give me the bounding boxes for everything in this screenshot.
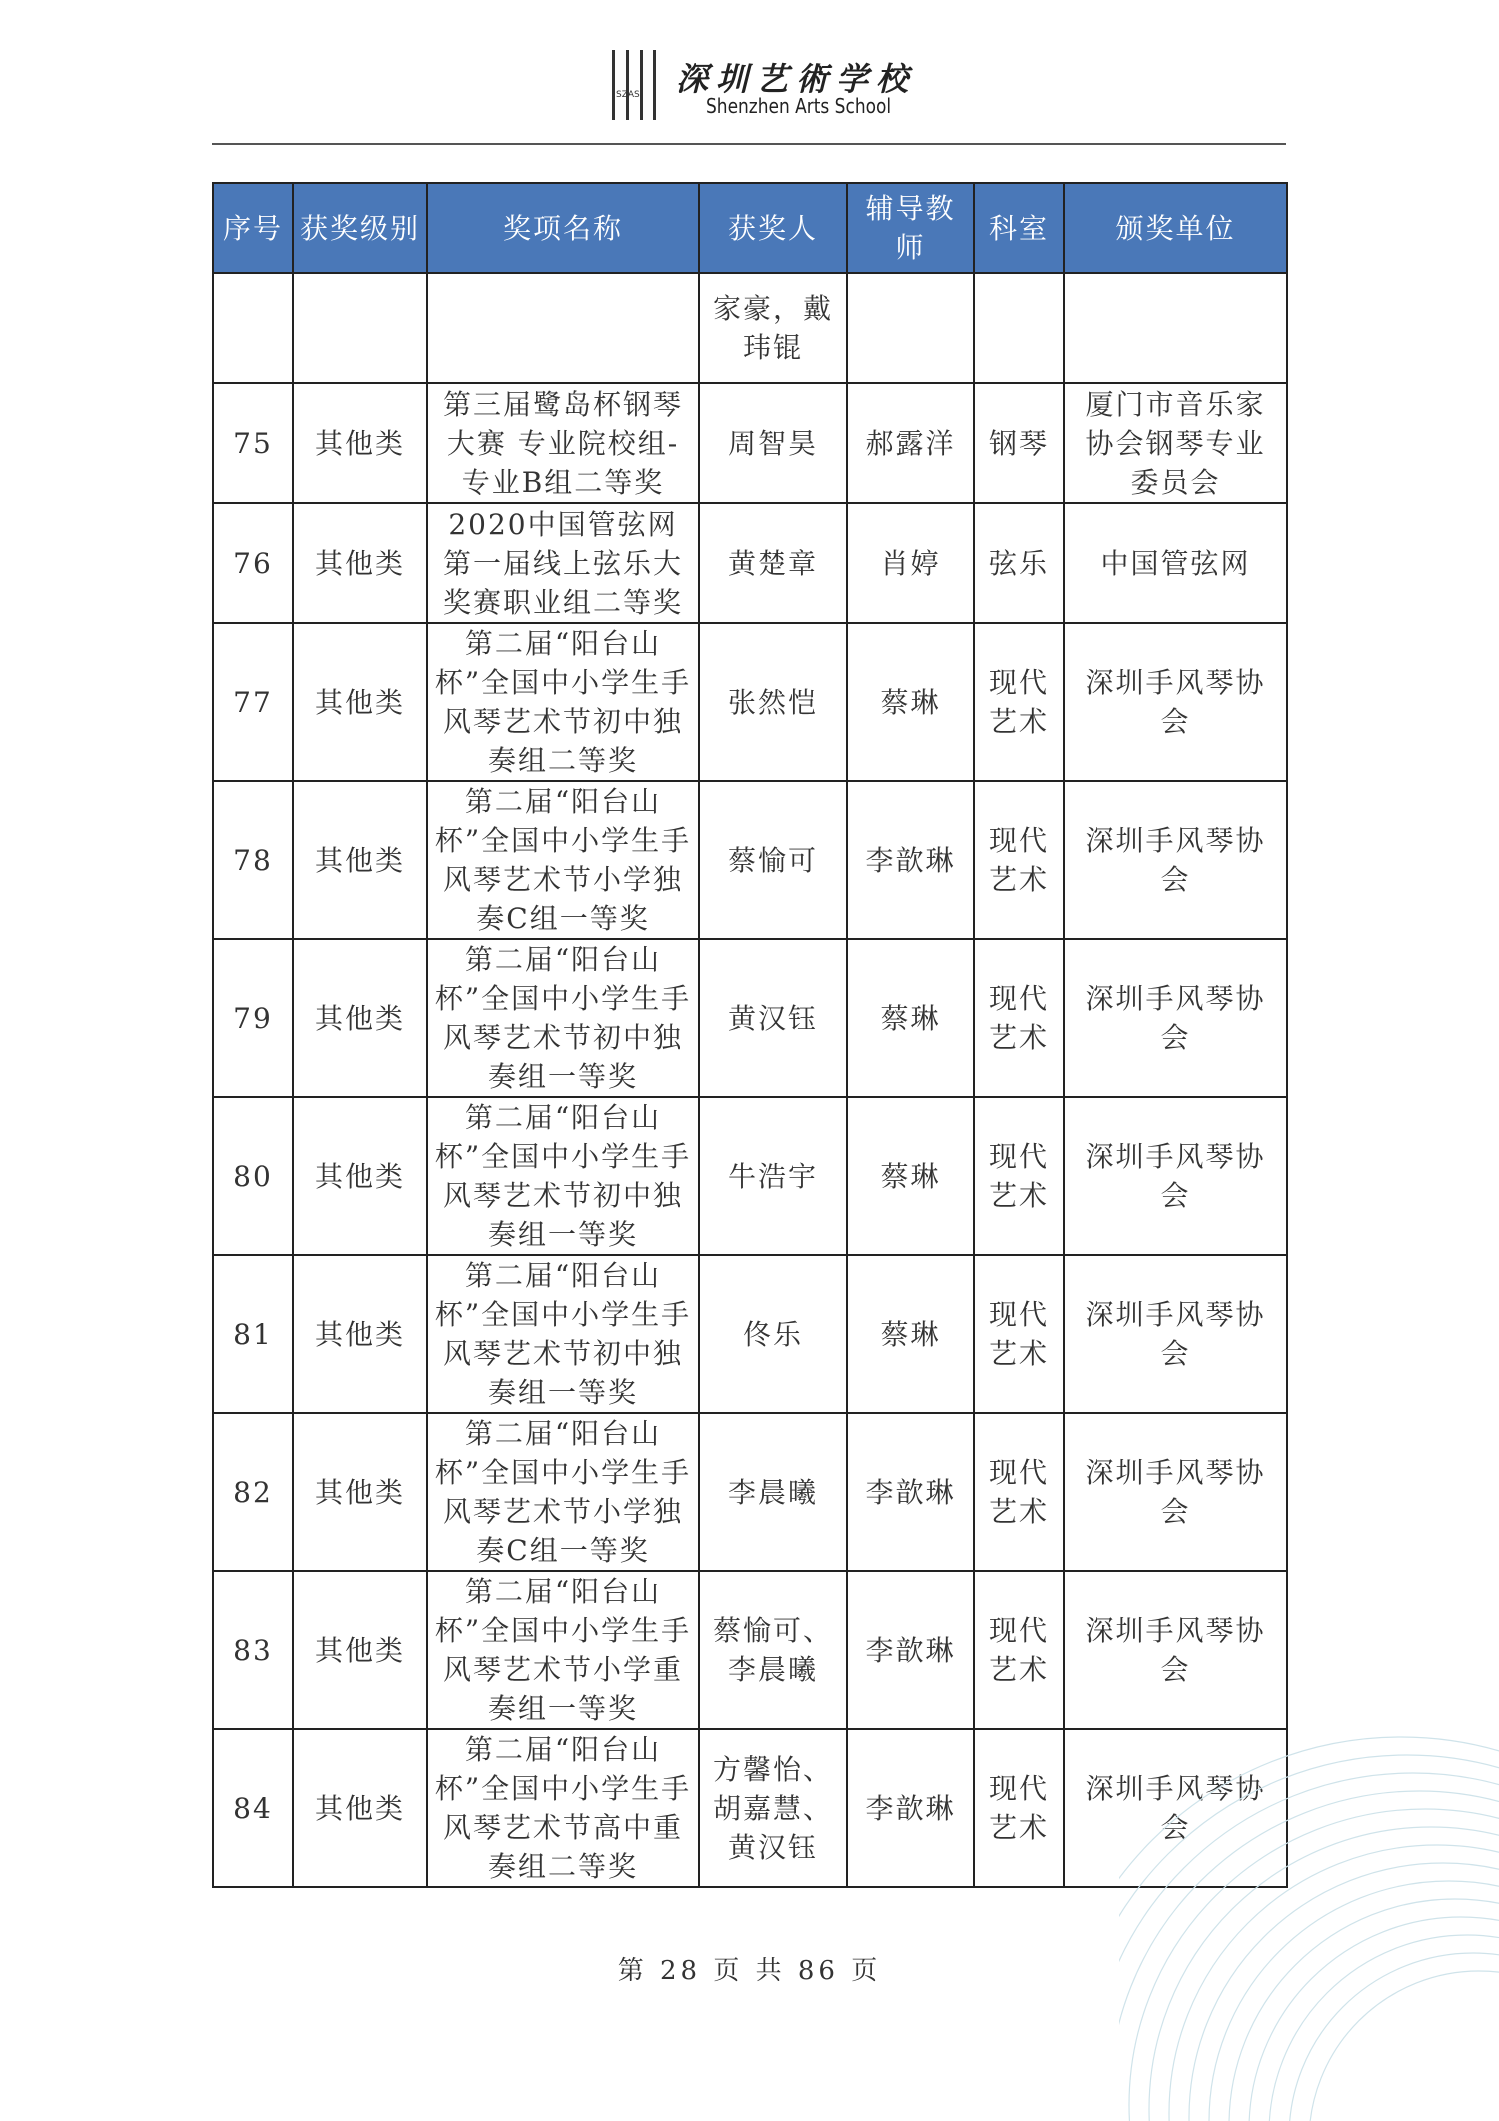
decorative-ring xyxy=(1189,1863,1499,2121)
page-number: 第 28 页 共 86 页 xyxy=(617,1956,882,1986)
cell-department xyxy=(974,273,1064,383)
cell-row-number: 83 xyxy=(213,1571,293,1729)
school-name-en: Shenzhen Arts School xyxy=(706,94,892,118)
cell-issuer: 深圳手风琴协会 xyxy=(1064,1413,1287,1571)
cell-row-number: 81 xyxy=(213,1255,293,1413)
cell-award-level xyxy=(293,273,427,383)
cell-teacher: 蔡琳 xyxy=(847,1255,974,1413)
cell-award-level: 其他类 xyxy=(293,1413,427,1571)
awards-table xyxy=(212,182,1288,1888)
cell-teacher: 郝露洋 xyxy=(847,383,974,503)
cell-award-name: 第二届“阳台山杯”全国中小学生手风琴艺术节初中独奏组一等奖 xyxy=(427,1097,699,1255)
cell-award-level: 其他类 xyxy=(293,1571,427,1729)
cell-award-name: 第三届鹭岛杯钢琴大赛 专业院校组-专业B组二等奖 xyxy=(427,383,699,503)
cell-award-level: 其他类 xyxy=(293,383,427,503)
cell-department: 现代艺术 xyxy=(974,623,1064,781)
cell-award-level: 其他类 xyxy=(293,503,427,623)
cell-row-number: 80 xyxy=(213,1097,293,1255)
cell-row-number: 77 xyxy=(213,623,293,781)
cell-award-level: 其他类 xyxy=(293,623,427,781)
col-header-number: 序号 xyxy=(213,183,293,273)
cell-row-number: 78 xyxy=(213,781,293,939)
cell-department: 现代艺术 xyxy=(974,1413,1064,1571)
cell-issuer: 深圳手风琴协会 xyxy=(1064,1255,1287,1413)
cell-row-number: 75 xyxy=(213,383,293,503)
cell-issuer: 中国管弦网 xyxy=(1064,503,1287,623)
cell-teacher: 李歆琳 xyxy=(847,1413,974,1571)
school-name-cn: 深圳艺術学校 xyxy=(676,60,917,98)
cell-issuer xyxy=(1064,273,1287,383)
cell-department: 现代艺术 xyxy=(974,1255,1064,1413)
school-logo-icon xyxy=(612,50,656,120)
cell-row-number xyxy=(213,273,293,383)
cell-department: 钢琴 xyxy=(974,383,1064,503)
decorative-ring xyxy=(1249,1917,1499,2121)
col-header-winner: 获奖人 xyxy=(699,183,847,273)
cell-teacher: 肖婷 xyxy=(847,503,974,623)
table-row xyxy=(213,623,1287,781)
decorative-ring xyxy=(1119,1773,1499,2121)
cell-award-level: 其他类 xyxy=(293,939,427,1097)
cell-winner: 佟乐 xyxy=(699,1255,847,1413)
cell-department: 现代艺术 xyxy=(974,1729,1064,1887)
cell-department: 现代艺术 xyxy=(974,1571,1064,1729)
col-header-dept: 科室 xyxy=(974,183,1064,273)
decorative-ring xyxy=(1119,1737,1499,2121)
cell-department: 现代艺术 xyxy=(974,781,1064,939)
page-header xyxy=(0,40,1499,132)
cell-teacher: 蔡琳 xyxy=(847,1097,974,1255)
cell-winner: 蔡愉可 xyxy=(699,781,847,939)
col-header-level: 获奖级别 xyxy=(293,183,427,273)
cell-winner: 张然恺 xyxy=(699,623,847,781)
cell-winner: 牛浩宇 xyxy=(699,1097,847,1255)
cell-row-number: 76 xyxy=(213,503,293,623)
cell-winner: 黄汉钰 xyxy=(699,939,847,1097)
cell-row-number: 82 xyxy=(213,1413,293,1571)
table-header-row xyxy=(213,183,1287,273)
decorative-ring xyxy=(1269,1935,1499,2121)
table-row xyxy=(213,939,1287,1097)
cell-issuer: 深圳手风琴协会 xyxy=(1064,1729,1287,1887)
cell-row-number: 79 xyxy=(213,939,293,1097)
cell-issuer: 深圳手风琴协会 xyxy=(1064,781,1287,939)
cell-teacher: 李歆琳 xyxy=(847,781,974,939)
cell-winner: 蔡愉可、李晨曦 xyxy=(699,1571,847,1729)
col-header-award: 奖项名称 xyxy=(427,183,699,273)
cell-award-name: 第二届“阳台山杯”全国中小学生手风琴艺术节小学独奏C组一等奖 xyxy=(427,1413,699,1571)
col-header-issuer: 颁奖单位 xyxy=(1064,183,1287,273)
cell-winner: 李晨曦 xyxy=(699,1413,847,1571)
cell-teacher: 李歆琳 xyxy=(847,1729,974,1887)
col-header-teacher: 辅导教师 xyxy=(847,183,974,273)
table-row xyxy=(213,273,1287,383)
logo-letters: SZAS xyxy=(616,90,640,100)
cell-award-level: 其他类 xyxy=(293,1255,427,1413)
cell-department: 现代艺术 xyxy=(974,1097,1064,1255)
cell-award-level: 其他类 xyxy=(293,781,427,939)
cell-teacher: 李歆琳 xyxy=(847,1571,974,1729)
table-row xyxy=(213,503,1287,623)
cell-award-name: 第二届“阳台山杯”全国中小学生手风琴艺术节小学重奏组一等奖 xyxy=(427,1571,699,1729)
cell-issuer: 深圳手风琴协会 xyxy=(1064,623,1287,781)
cell-award-name: 第二届“阳台山杯”全国中小学生手风琴艺术节初中独奏组一等奖 xyxy=(427,1255,699,1413)
cell-issuer: 深圳手风琴协会 xyxy=(1064,1097,1287,1255)
cell-award-name xyxy=(427,273,699,383)
decorative-ring xyxy=(1309,1971,1499,2121)
table-row xyxy=(213,1413,1287,1571)
decorative-ring xyxy=(1129,1809,1499,2121)
cell-award-name: 第二届“阳台山杯”全国中小学生手风琴艺术节小学独奏C组一等奖 xyxy=(427,781,699,939)
decorative-circles-icon xyxy=(1119,1671,1499,2121)
cell-issuer: 厦门市音乐家协会钢琴专业委员会 xyxy=(1064,383,1287,503)
cell-teacher: 蔡琳 xyxy=(847,623,974,781)
decorative-ring xyxy=(1169,1845,1499,2121)
cell-award-level: 其他类 xyxy=(293,1729,427,1887)
cell-department: 弦乐 xyxy=(974,503,1064,623)
cell-award-level: 其他类 xyxy=(293,1097,427,1255)
table-row xyxy=(213,1097,1287,1255)
cell-winner: 家豪，戴玮锟 xyxy=(699,273,847,383)
cell-winner: 方馨怡、胡嘉慧、黄汉钰 xyxy=(699,1729,847,1887)
cell-department: 现代艺术 xyxy=(974,939,1064,1097)
cell-issuer: 深圳手风琴协会 xyxy=(1064,1571,1287,1729)
cell-award-name: 第二届“阳台山杯”全国中小学生手风琴艺术节初中独奏组二等奖 xyxy=(427,623,699,781)
cell-teacher: 蔡琳 xyxy=(847,939,974,1097)
cell-winner: 周智昊 xyxy=(699,383,847,503)
cell-award-name: 2020中国管弦网第一届线上弦乐大奖赛职业组二等奖 xyxy=(427,503,699,623)
cell-teacher xyxy=(847,273,974,383)
table-row xyxy=(213,781,1287,939)
table-row xyxy=(213,1255,1287,1413)
header-divider xyxy=(212,143,1286,145)
cell-award-name: 第二届“阳台山杯”全国中小学生手风琴艺术节高中重奏组二等奖 xyxy=(427,1729,699,1887)
cell-winner: 黄楚章 xyxy=(699,503,847,623)
cell-issuer: 深圳手风琴协会 xyxy=(1064,939,1287,1097)
decorative-ring xyxy=(1289,1953,1499,2121)
cell-row-number: 84 xyxy=(213,1729,293,1887)
table-row xyxy=(213,383,1287,503)
cell-award-name: 第二届“阳台山杯”全国中小学生手风琴艺术节初中独奏组一等奖 xyxy=(427,939,699,1097)
